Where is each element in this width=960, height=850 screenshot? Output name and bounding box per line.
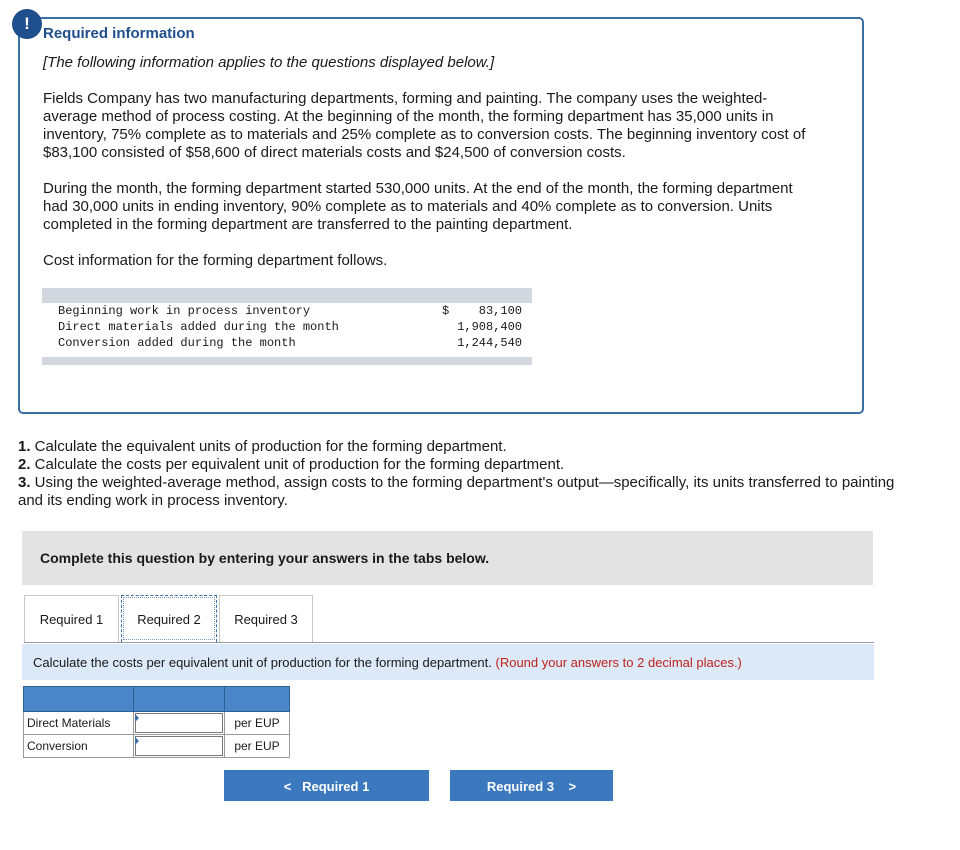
- info-paragraph-3: Cost information for the forming department follows.: [43, 252, 388, 269]
- instruction-text: Calculate the costs per equivalent unit of production for the forming department.: [33, 655, 492, 670]
- conversion-input[interactable]: [135, 736, 223, 756]
- tab-required-2[interactable]: Required 2: [121, 595, 217, 642]
- cost-label: Conversion added during the month: [58, 336, 296, 350]
- next-button-label: Required 3: [486, 779, 555, 794]
- info-title: Required information: [43, 25, 195, 42]
- question-number: 1.: [18, 438, 31, 455]
- info-paragraph-2: During the month, the forming department started 530,000 units. At the end of the month, the forming department had 30,000 units in ending inventory, 90% complete as to materials and 40% complete as to conversion. Units completed in the forming department are transferred to the painting department.: [43, 180, 793, 233]
- answer-cell: [134, 735, 225, 758]
- question-number: 2.: [18, 456, 31, 473]
- alert-icon: !: [12, 9, 42, 39]
- header-cell: [134, 687, 225, 712]
- cost-row: [42, 319, 532, 335]
- tab-required-1[interactable]: Required 1: [24, 595, 119, 642]
- chevron-left-icon: <: [283, 779, 292, 794]
- answer-row: [24, 712, 290, 735]
- header-cell: [225, 687, 290, 712]
- instruction-bar: [22, 644, 874, 680]
- cost-information-table: [42, 288, 532, 365]
- complete-question-banner: Complete this question by entering your answers in the tabs below.: [22, 531, 873, 585]
- next-required-3-button[interactable]: [450, 770, 613, 801]
- previous-required-1-button[interactable]: [224, 770, 429, 801]
- question-number: 3.: [18, 474, 31, 491]
- cost-currency: $: [442, 304, 450, 318]
- header-cell: [24, 687, 134, 712]
- previous-button-label: Required 1: [302, 779, 370, 794]
- answer-row-label: Direct Materials: [24, 712, 134, 735]
- cost-table-footer-band: [42, 357, 532, 365]
- cost-value: 83,100: [478, 304, 522, 318]
- question-list: [18, 438, 898, 510]
- cost-label: Direct materials added during the month: [58, 320, 339, 334]
- direct-materials-input[interactable]: [135, 713, 223, 733]
- answer-row-label: Conversion: [24, 735, 134, 758]
- tab-required-3[interactable]: Required 3: [219, 595, 313, 642]
- input-marker-icon: [135, 714, 139, 722]
- input-marker-icon: [135, 737, 139, 745]
- answer-table-header: [24, 687, 290, 712]
- question-item: [18, 474, 898, 510]
- cost-table-header-band: [42, 288, 532, 303]
- answer-unit: per EUP: [225, 712, 290, 735]
- chevron-right-icon: >: [568, 779, 577, 794]
- cost-row: [42, 335, 532, 351]
- cost-row: [42, 303, 532, 319]
- cost-value: 1,908,400: [457, 320, 522, 334]
- cost-value: 1,244,540: [457, 336, 522, 350]
- info-paragraph-1: Fields Company has two manufacturing departments, forming and painting. The company uses the weighted-average method of process costing. At the beginning of the month, the forming department has 35,000 units in inventory, 75% complete as to materials and 25% complete as to conversion costs. The beginning inventory cost of $83,100 consisted of $58,600 of direct materials costs and $24,500 of conversion costs.: [43, 90, 806, 161]
- answer-row: [24, 735, 290, 758]
- question-item: [18, 438, 898, 456]
- answer-unit: per EUP: [225, 735, 290, 758]
- answer-cell: [134, 712, 225, 735]
- question-text: Using the weighted-average method, assign costs to the forming department's output—specifically, its units transferred to painting and its ending work in process inventory.: [18, 474, 895, 509]
- question-item: [18, 456, 898, 474]
- question-text: Calculate the costs per equivalent unit of production for the forming department.: [30, 456, 565, 473]
- cost-label: Beginning work in process inventory: [58, 304, 311, 318]
- answer-table: [23, 686, 290, 758]
- info-subtitle: [The following information applies to the questions displayed below.]: [43, 54, 495, 71]
- tab-divider: [24, 642, 874, 643]
- question-text: Calculate the equivalent units of production for the forming department.: [30, 438, 507, 455]
- rounding-note: (Round your answers to 2 decimal places.): [495, 655, 742, 670]
